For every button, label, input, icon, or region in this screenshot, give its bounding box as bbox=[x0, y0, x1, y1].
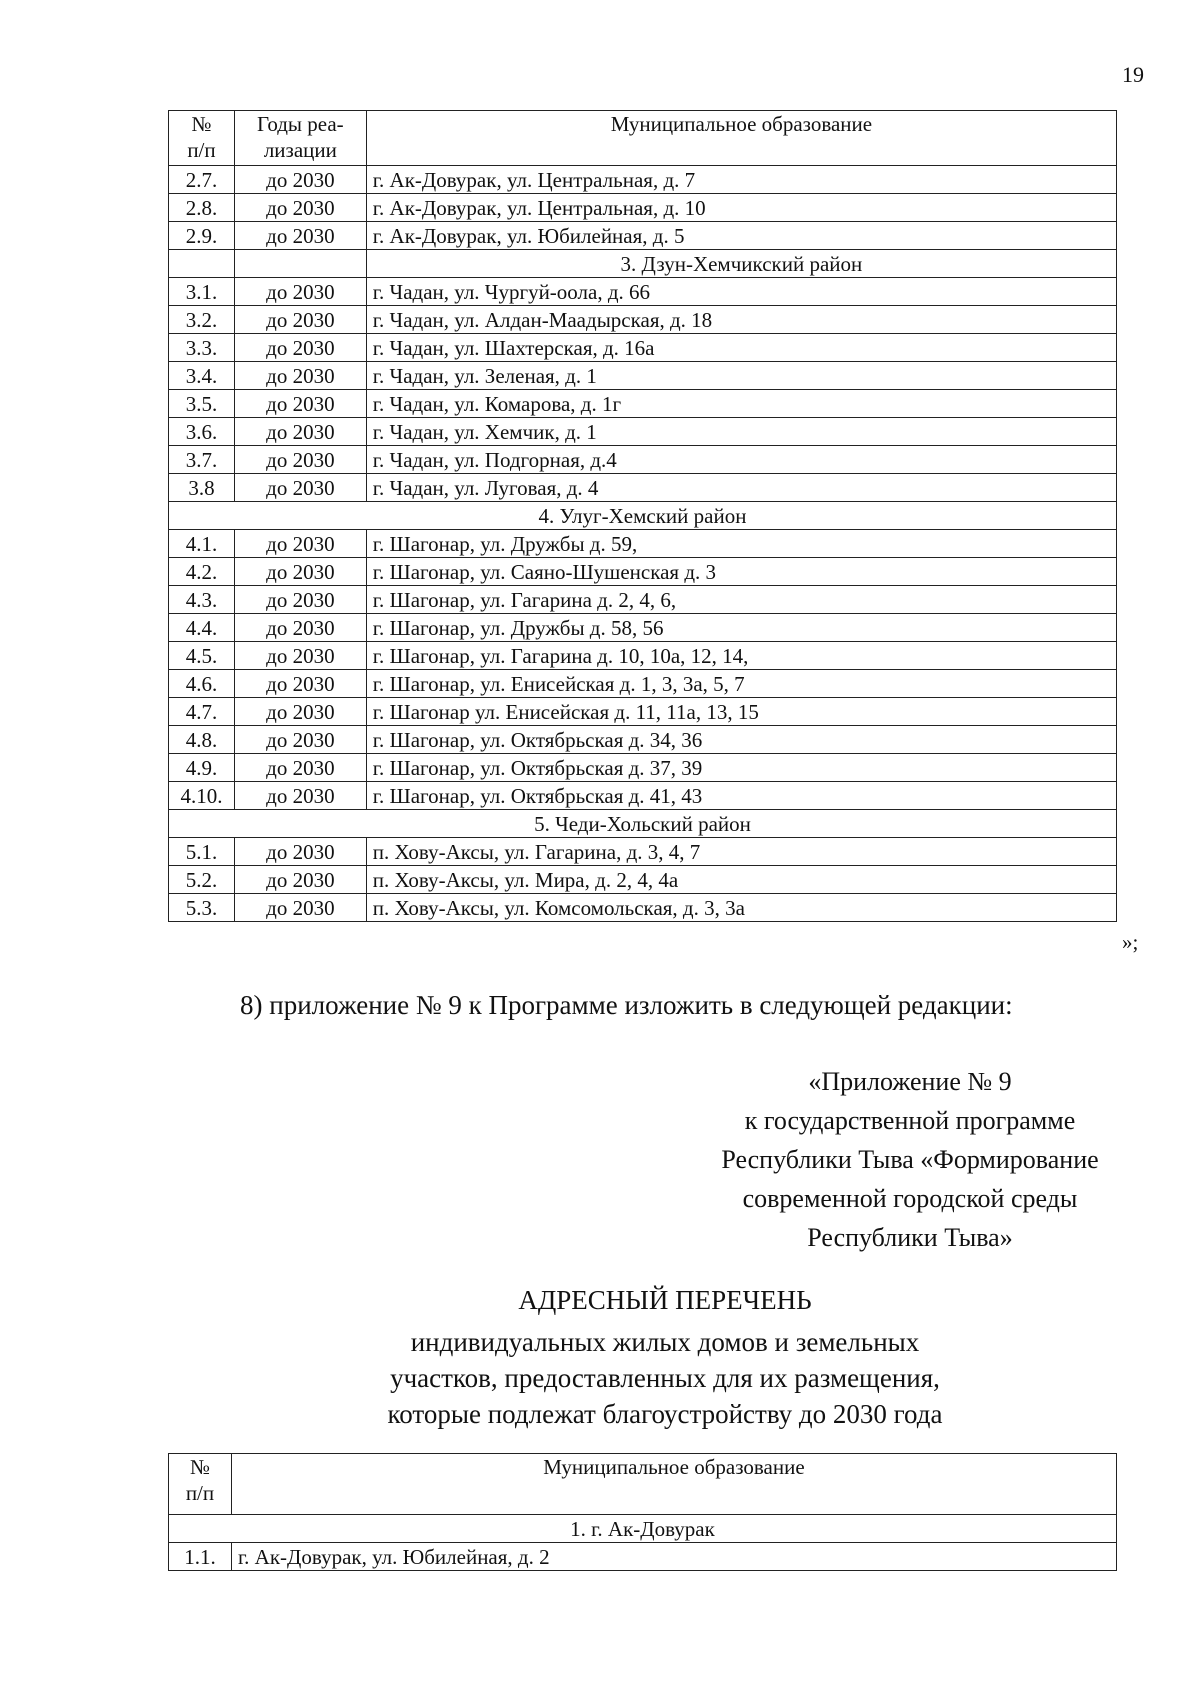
row-years: до 2030 bbox=[234, 362, 366, 390]
row-number: 4.4. bbox=[169, 614, 235, 642]
table-row bbox=[169, 558, 1117, 586]
row-years: до 2030 bbox=[234, 754, 366, 782]
table-row bbox=[169, 474, 1117, 502]
row-address: г. Чадан, ул. Чургуй-оола, д. 66 bbox=[366, 278, 1116, 306]
row-address: г. Шагонар, ул. Енисейская д. 1, 3, 3а, 5, 7 bbox=[366, 670, 1116, 698]
section-row bbox=[169, 502, 1117, 530]
appendix-line: Республики Тыва» bbox=[807, 1223, 1013, 1252]
row-years: до 2030 bbox=[234, 642, 366, 670]
row-address: п. Хову-Аксы, ул. Мира, д. 2, 4, 4а bbox=[366, 866, 1116, 894]
row-address: г. Шагонар, ул. Саяно-Шушенская д. 3 bbox=[366, 558, 1116, 586]
table-row bbox=[169, 306, 1117, 334]
row-address: п. Хову-Аксы, ул. Гагарина, д. 3, 4, 7 bbox=[366, 838, 1116, 866]
row-number: 4.8. bbox=[169, 726, 235, 754]
row-years: до 2030 bbox=[234, 698, 366, 726]
table-header-row bbox=[169, 111, 1117, 166]
row-number: 4.10. bbox=[169, 782, 235, 810]
row-number: 5.3. bbox=[169, 894, 235, 922]
table-row bbox=[169, 1543, 1117, 1571]
header-years: Годы реа- лизации bbox=[234, 111, 366, 166]
row-number: 3.1. bbox=[169, 278, 235, 306]
row-address: г. Чадан, ул. Луговая, д. 4 bbox=[366, 474, 1116, 502]
row-number: 4.2. bbox=[169, 558, 235, 586]
row-years: до 2030 bbox=[234, 418, 366, 446]
row-address: г. Шагонар, ул. Дружбы д. 59, bbox=[366, 530, 1116, 558]
row-address: п. Хову-Аксы, ул. Комсомольская, д. 3, 3а bbox=[366, 894, 1116, 922]
row-number: 4.1. bbox=[169, 530, 235, 558]
row-address: г. Ак-Довурак, ул. Юбилейная, д. 2 bbox=[231, 1543, 1116, 1571]
appendix-line: Республики Тыва «Формирование bbox=[721, 1145, 1099, 1174]
row-address: г. Ак-Довурак, ул. Юбилейная, д. 5 bbox=[366, 222, 1116, 250]
instruction-paragraph: 8) приложение № 9 к Программе изложить в следующей редакции: bbox=[240, 990, 1013, 1020]
table-header-row bbox=[169, 1454, 1117, 1515]
page-number: 19 bbox=[1122, 62, 1144, 87]
row-number: 3.8 bbox=[169, 474, 235, 502]
row-address: г. Шагонар, ул. Дружбы д. 58, 56 bbox=[366, 614, 1116, 642]
row-number: 3.4. bbox=[169, 362, 235, 390]
row-years: до 2030 bbox=[234, 782, 366, 810]
table-row bbox=[169, 390, 1117, 418]
row-years: до 2030 bbox=[234, 530, 366, 558]
row-number: 3.5. bbox=[169, 390, 235, 418]
table-row bbox=[169, 838, 1117, 866]
row-years: до 2030 bbox=[234, 894, 366, 922]
header-number: № п/п bbox=[169, 1454, 232, 1515]
row-years: до 2030 bbox=[234, 390, 366, 418]
appendix-line: современной городской среды bbox=[742, 1184, 1078, 1213]
title-line: участков, предоставленных для их размещения, bbox=[390, 1363, 940, 1393]
section-title: 3. Дзун-Хемчикский район bbox=[366, 250, 1116, 278]
title-line: индивидуальных жилых домов и земельных bbox=[410, 1327, 920, 1357]
row-years: до 2030 bbox=[234, 166, 366, 194]
row-address: г. Шагонар, ул. Октябрьская д. 34, 36 bbox=[366, 726, 1116, 754]
table-row bbox=[169, 222, 1117, 250]
table-row bbox=[169, 782, 1117, 810]
row-address: г. Чадан, ул. Шахтерская, д. 16а bbox=[366, 334, 1116, 362]
table-row bbox=[169, 446, 1117, 474]
row-address: г. Шагонар, ул. Октябрьская д. 41, 43 bbox=[366, 782, 1116, 810]
row-number: 3.3. bbox=[169, 334, 235, 362]
row-number: 5.2. bbox=[169, 866, 235, 894]
empty-cell bbox=[169, 250, 235, 278]
row-number: 3.6. bbox=[169, 418, 235, 446]
appendix-line: «Приложение № 9 bbox=[808, 1067, 1012, 1096]
section-row bbox=[169, 250, 1117, 278]
row-years: до 2030 bbox=[234, 614, 366, 642]
row-number: 5.1. bbox=[169, 838, 235, 866]
table-row bbox=[169, 698, 1117, 726]
table-row bbox=[169, 418, 1117, 446]
document-title bbox=[300, 1282, 1030, 1432]
row-address: г. Чадан, ул. Зеленая, д. 1 bbox=[366, 362, 1116, 390]
row-address: г. Чадан, ул. Хемчик, д. 1 bbox=[366, 418, 1116, 446]
table-row bbox=[169, 194, 1117, 222]
table-row bbox=[169, 362, 1117, 390]
row-address: г. Чадан, ул. Подгорная, д.4 bbox=[366, 446, 1116, 474]
row-number: 4.6. bbox=[169, 670, 235, 698]
row-years: до 2030 bbox=[234, 726, 366, 754]
row-address: г. Чадан, ул. Комарова, д. 1г bbox=[366, 390, 1116, 418]
address-table-continued bbox=[168, 110, 1117, 922]
row-address: г. Чадан, ул. Алдан-Маадырская, д. 18 bbox=[366, 306, 1116, 334]
section-title: 5. Чеди-Хольский район bbox=[169, 810, 1117, 838]
closing-quote-mark: »; bbox=[1122, 930, 1139, 954]
row-years: до 2030 bbox=[234, 474, 366, 502]
section-row bbox=[169, 1515, 1117, 1543]
row-number: 4.3. bbox=[169, 586, 235, 614]
header-number: № п/п bbox=[169, 111, 235, 166]
row-number: 2.8. bbox=[169, 194, 235, 222]
table-row bbox=[169, 278, 1117, 306]
empty-cell bbox=[234, 250, 366, 278]
row-years: до 2030 bbox=[234, 866, 366, 894]
row-years: до 2030 bbox=[234, 838, 366, 866]
row-number: 3.2. bbox=[169, 306, 235, 334]
table-row bbox=[169, 726, 1117, 754]
table-row bbox=[169, 894, 1117, 922]
row-years: до 2030 bbox=[234, 334, 366, 362]
table-row bbox=[169, 530, 1117, 558]
table-row bbox=[169, 754, 1117, 782]
row-address: г. Шагонар, ул. Гагарина д. 2, 4, 6, bbox=[366, 586, 1116, 614]
row-address: г. Ак-Довурак, ул. Центральная, д. 7 bbox=[366, 166, 1116, 194]
row-number: 1.1. bbox=[169, 1543, 232, 1571]
table-row bbox=[169, 586, 1117, 614]
row-years: до 2030 bbox=[234, 558, 366, 586]
row-number: 3.7. bbox=[169, 446, 235, 474]
row-years: до 2030 bbox=[234, 306, 366, 334]
row-years: до 2030 bbox=[234, 586, 366, 614]
row-years: до 2030 bbox=[234, 446, 366, 474]
row-number: 4.9. bbox=[169, 754, 235, 782]
address-list-table bbox=[168, 1453, 1117, 1571]
row-years: до 2030 bbox=[234, 194, 366, 222]
row-years: до 2030 bbox=[234, 670, 366, 698]
section-title: 4. Улуг-Хемский район bbox=[169, 502, 1117, 530]
row-years: до 2030 bbox=[234, 222, 366, 250]
row-number: 4.5. bbox=[169, 642, 235, 670]
header-municipality: Муниципальное образование bbox=[366, 111, 1116, 166]
table-row bbox=[169, 866, 1117, 894]
row-number: 4.7. bbox=[169, 698, 235, 726]
table-row bbox=[169, 642, 1117, 670]
row-address: г. Шагонар, ул. Октябрьская д. 37, 39 bbox=[366, 754, 1116, 782]
table-row bbox=[169, 166, 1117, 194]
title-line: которые подлежат благоустройству до 2030 года bbox=[387, 1399, 943, 1429]
row-number: 2.7. bbox=[169, 166, 235, 194]
row-address: г. Шагонар, ул. Гагарина д. 10, 10а, 12, 14, bbox=[366, 642, 1116, 670]
row-years: до 2030 bbox=[234, 278, 366, 306]
row-number: 2.9. bbox=[169, 222, 235, 250]
table-row bbox=[169, 670, 1117, 698]
appendix-line: к государственной программе bbox=[744, 1106, 1076, 1135]
section-row bbox=[169, 810, 1117, 838]
table-row bbox=[169, 334, 1117, 362]
row-address: г. Шагонар ул. Енисейская д. 11, 11а, 13, 15 bbox=[366, 698, 1116, 726]
appendix-reference bbox=[660, 1062, 1160, 1257]
table-row bbox=[169, 614, 1117, 642]
row-address: г. Ак-Довурак, ул. Центральная, д. 10 bbox=[366, 194, 1116, 222]
header-municipality: Муниципальное образование bbox=[231, 1454, 1116, 1515]
section-title: 1. г. Ак-Довурак bbox=[169, 1515, 1117, 1543]
title-heading: АДРЕСНЫЙ ПЕРЕЧЕНЬ bbox=[518, 1285, 812, 1315]
